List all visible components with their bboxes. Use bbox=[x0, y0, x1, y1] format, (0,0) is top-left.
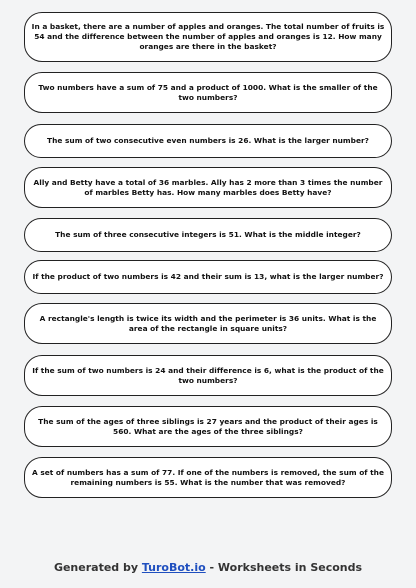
question-text-9: The sum of the ages of three siblings is 27 years and the product of their ages is 560. What are the ages of the three siblings? bbox=[38, 416, 378, 436]
question-text-8: If the sum of two numbers is 24 and their difference is 6, what is the product of the two numbers? bbox=[32, 365, 384, 385]
turobot-link[interactable]: TuroBot.io bbox=[141, 561, 206, 574]
question-box-7 bbox=[24, 303, 392, 344]
question-text-2: Two numbers have a sum of 75 and a product of 1000. What is the smaller of the two numbers? bbox=[38, 82, 378, 102]
footer-suffix: - Worksheets in Seconds bbox=[205, 561, 363, 574]
footer-credit bbox=[0, 561, 416, 574]
question-box-2 bbox=[24, 72, 392, 113]
question-box-4 bbox=[24, 167, 392, 208]
footer-prefix: Generated by bbox=[53, 561, 142, 574]
question-box-1 bbox=[24, 12, 392, 62]
question-text-7: A rectangle's length is twice its width and the perimeter is 36 units. What is the area of the rectangle in square units? bbox=[39, 313, 377, 333]
question-box-8 bbox=[24, 355, 392, 396]
question-text-4: Ally and Betty have a total of 36 marbles. Ally has 2 more than 3 times the number of marbles Betty has. How many marbles does Betty have? bbox=[33, 177, 383, 197]
question-text-10: A set of numbers has a sum of 77. If one of the numbers is removed, the sum of the remaining numbers is 55. What is the number that was removed? bbox=[32, 467, 384, 487]
question-box-6 bbox=[24, 260, 392, 294]
question-box-3 bbox=[24, 124, 392, 158]
question-text-3: The sum of two consecutive even numbers is 26. What is the larger number? bbox=[47, 136, 369, 145]
question-box-9 bbox=[24, 406, 392, 447]
question-text-5: The sum of three consecutive integers is 51. What is the middle integer? bbox=[55, 230, 361, 239]
question-box-5 bbox=[24, 218, 392, 252]
question-text-1: In a basket, there are a number of apples and oranges. The total number of fruits is 54 and the difference between the number of apples and oranges is 12. How many oranges are there in the basket? bbox=[31, 22, 385, 51]
question-text-6: If the product of two numbers is 42 and their sum is 13, what is the larger number? bbox=[32, 272, 384, 281]
question-box-10 bbox=[24, 457, 392, 498]
